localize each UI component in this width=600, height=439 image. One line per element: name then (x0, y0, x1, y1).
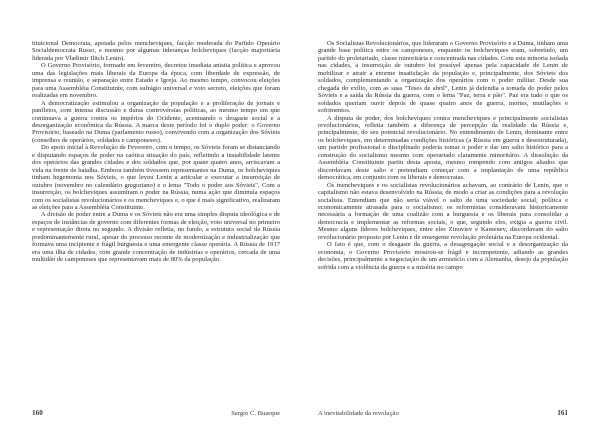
left-body-text (32, 40, 280, 264)
paragraph: O Governo Provisório, formado em fevereiro, decretou imediata anistia política e aprovou uma das legislações mais liberais da Europa da época, com liberdade de expressão, de imprensa e reunião, e separação entre Estado e Igreja. Ao mesmo tempo, convocou eleições para uma Assembléia Constituinte, com sufrágio universal e voto secreto, eleições que foram realizadas em novembro. (32, 62, 280, 100)
paragraph: O fato é que, com o desgaste da guerra, a desagregação social e a desorganização da economia, o Governo Provisório mostrou-se frágil e incompetente, adiando as grandes decisões, principalmente a negociação de um armistício com a Alemanha, desejo da população sofrida com a violência da guerra e a miséria no campo (318, 241, 568, 271)
paragraph: Do apoio inicial à Revolução de Fevereiro, com o tempo, os Sóviets foram se distanciando e disputando espaços de poder na caótica situação do país, refletindo a instabilidade latente dos operários das grandes cidades e dos soldados que, por quase quatro anos, arriscavam a vida na frente de batalha. Embora também tivessem representantes na Duma, os bolcheviques tinham hegemonia nos Sóviets, o que levou Lenin a articular e executar a insurreição de outubro (novembro no calendário gregoriano) e o lema "Todo o poder aos Sóviets". Com a insurreição, os bolcheviques assumiram o poder na Rússia, numa ação que diminuía espaços com os socialistas revolucionários e os mencheviques e, o que é mais significativo, realizaram as eleições para a Assembléia Constituinte. (32, 144, 280, 211)
paragraph: Os Socialistas Revolucionários, que lideraram o Governo Provisório e a Duma, tinham uma grande base política entre os camponeses, enquanto os bolcheviques eram, sobretudo, um partido do proletariado, classe minoritária e concentrada nas cidades. Com esta minoria isolada nas cidades, a insurreição de outubro foi possível apenas pela capacidade de Lenin de mobilizar e atrair a enorme insatisfação da população e, principalmente, dos Sóviets dos soldados, complementando a organização dos operários com o poder militar. Desde sua chegada do exílio, com as suas "Teses de abril", Lenin já defendia a tomada do poder pelos Sóviets e a saída da Rússia da guerra, com o lema "Paz, terra e pão". Paz era tudo o que os soldados queriam ouvir depois de quase quatro anos de guerra, mortes, mutilações e sofrimentos. (318, 40, 568, 115)
running-head: A inevitabilidade da revolução (318, 410, 399, 417)
paragraph: tituicional Democrata, apoiada pelos mencheviques, facção moderada do Partido Operário Socialdemocrata Russo, e mesmo por algumas lideranças bolcheviques (facção majoritária liderada por Vladimir Ilitch Lenin). (32, 40, 280, 62)
running-head: Sergio C. Buarque (231, 410, 280, 417)
paragraph: A disputa de poder, dos bolcheviques contra mencheviques e principalmente socialistas revolucionários, refletia também a diferença de percepção da realidade da Rússia e, principalmente, do seu potencial revolucionário. No entendimento de Lenin, dominante entre os bolcheviques, em determinadas condições históricas (a Rússia em guerra e desestruturada), um partido profissional e disciplinado poderia tomar o poder e dar um salto histórico para a construção do socialismo mesmo com operariado claramente minoritário. A dissolução da Assembléia Constituinte partiu desta aposta, mesmo rompendo com antigos aliados que discordavam deste salto e pretendiam começar com a implantação de uma república democrática, em conjunto com os liberais e democratas. (318, 114, 568, 182)
paragraph: A divisão de poder entre a Duma e os Sóviets não era uma simples disputa ideológica e de espaços de instâncias de governo com diferentes formas de eleição, voto universal no primeiro e representação direta no segundo. A divisão refletia, no fundo, a estrutura social da Rússia predominantemente rural, apesar do processo recente de modernização e industrialização que formava uma incipiente e frágil burguesia e uma emergente classe operária. A Rússia de 1917 era uma ilha de cidades, com grande concentração de indústrias e operários, cercada de uma multidão de camponeses que representavam mais de 80% da população. (32, 211, 280, 264)
page-number: 160 (32, 409, 43, 417)
paragraph: Os mencheviques e os socialistas revolucionários achavam, ao contrário de Lenin, que o capitalismo não estava desenvolvido na Rússia, de modo a criar as condições para a revolução socialista. Entendiam que não seria viável o salto de uma sociedade social, política e economicamente atrasada para o socialismo; os reformistas consideravam historicamente necessária a formação de uma coalizão com a burguesia e os liberais para consolidar a democracia e implementar as reformas sociais, o que, segundo eles, exigia a guerra civil. Mesmo alguns líderes bolcheviques, entre eles Zinoviev e Kamenev, discordavam do salto revolucionário proposto por Lenin e de emergente revolução proletária na Europa ocidental. (318, 181, 568, 241)
paragraph: A democratização estimulou a organização da população e a proliferação de jornais e panfletos, com intensa discussão e duras controvérsias políticas, ao mesmo tempo em que continuava a guerra contra os impérios do Ocidente, acentuando o desgaste social e a desorganização econômica da Rússia. A marca deste período foi o duplo poder: o Governo Provisório, baseado na Duma (parlamento russo), convivendo com a organização dos Sóviets (conselhos de operários, soldados e camponeses). (32, 99, 280, 144)
right-page (300, 0, 600, 439)
page-number: 161 (557, 409, 568, 417)
right-body-text (318, 40, 568, 271)
